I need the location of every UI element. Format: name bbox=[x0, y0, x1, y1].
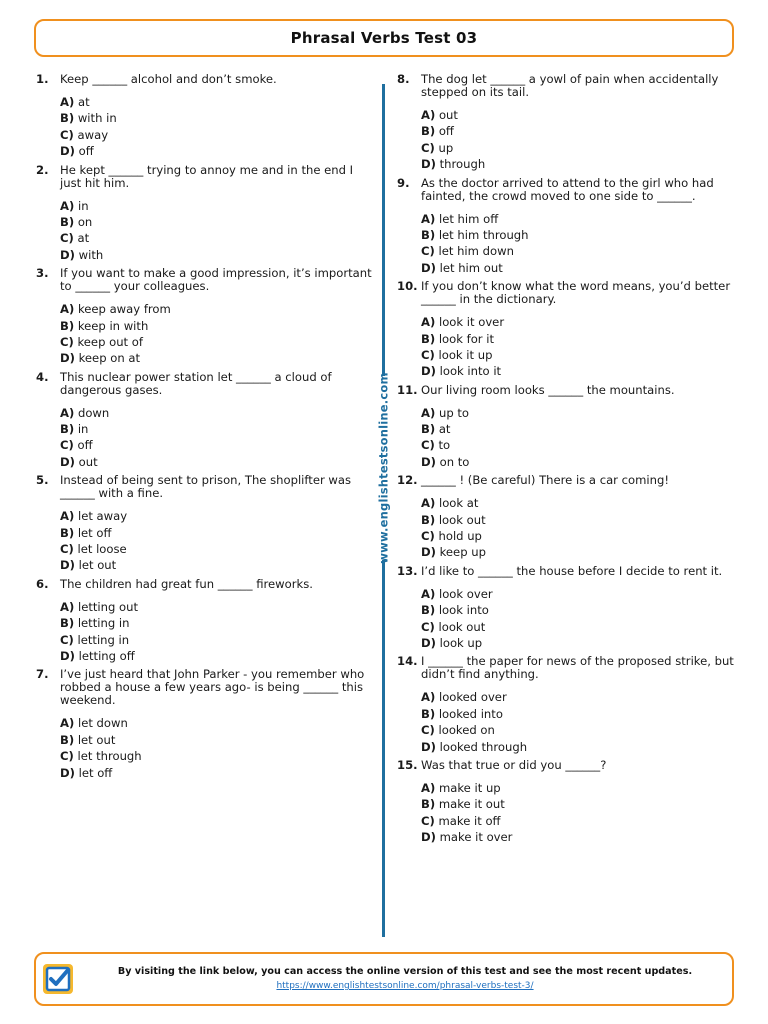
question-number: 5. bbox=[36, 473, 49, 488]
option-letter: D) bbox=[60, 454, 75, 469]
answer-option[interactable] bbox=[60, 732, 376, 748]
option-letter: B) bbox=[421, 331, 436, 346]
question-1 bbox=[36, 73, 376, 160]
option-letter: D) bbox=[421, 635, 436, 650]
answer-option[interactable] bbox=[421, 260, 742, 276]
option-letter: C) bbox=[421, 438, 435, 453]
option-letter: A) bbox=[60, 95, 75, 109]
option-text: out bbox=[438, 108, 458, 122]
option-letter: A) bbox=[60, 302, 75, 317]
answer-option[interactable] bbox=[421, 602, 742, 618]
answer-option[interactable] bbox=[421, 689, 742, 705]
option-text: letting in bbox=[77, 632, 130, 647]
option-text: keep on at bbox=[78, 351, 141, 366]
option-letter: D) bbox=[60, 247, 75, 262]
answer-options bbox=[421, 780, 742, 846]
question-4 bbox=[36, 371, 376, 471]
option-text: looked over bbox=[438, 690, 507, 705]
option-text: let him down bbox=[438, 244, 514, 259]
question-header bbox=[397, 384, 742, 397]
question-header bbox=[36, 371, 376, 397]
question-header bbox=[397, 759, 742, 772]
option-text: to bbox=[438, 438, 451, 453]
question-header bbox=[36, 73, 376, 86]
option-text: keep away from bbox=[77, 302, 171, 317]
question-number: 13. bbox=[397, 563, 418, 578]
answer-option[interactable] bbox=[421, 619, 742, 635]
question-number: 7. bbox=[36, 667, 49, 682]
option-text: let off bbox=[77, 525, 112, 540]
option-text: up bbox=[438, 140, 454, 155]
option-text: keep out of bbox=[77, 334, 143, 349]
answer-option[interactable] bbox=[421, 796, 742, 812]
answer-option[interactable] bbox=[421, 363, 742, 379]
question-number: 3. bbox=[36, 266, 49, 281]
answer-option[interactable] bbox=[60, 508, 376, 524]
title-box bbox=[34, 19, 734, 57]
question-number: 11. bbox=[397, 382, 418, 397]
option-letter: B) bbox=[421, 512, 436, 527]
option-text: letting off bbox=[78, 648, 135, 663]
question-header bbox=[397, 73, 742, 99]
footer-box bbox=[34, 952, 734, 1006]
option-text: hold up bbox=[438, 529, 482, 544]
answer-options bbox=[60, 508, 376, 574]
question-6 bbox=[36, 578, 376, 665]
option-text: at bbox=[77, 231, 90, 246]
question-2 bbox=[36, 164, 376, 264]
option-letter: B) bbox=[421, 227, 436, 242]
checkbox-icon bbox=[42, 963, 74, 995]
answer-option[interactable] bbox=[60, 765, 376, 781]
option-letter: C) bbox=[421, 723, 435, 738]
option-text: look for it bbox=[438, 331, 495, 346]
answer-option[interactable] bbox=[60, 454, 376, 470]
answer-option[interactable] bbox=[60, 648, 376, 664]
question-text: ______ ! (Be careful) There is a car coming! bbox=[421, 473, 669, 488]
question-text: As the doctor arrived to attend to the girl who had fainted, the crowd moved to one side to ______. bbox=[421, 175, 714, 203]
option-text: look over bbox=[438, 586, 493, 601]
option-letter: B) bbox=[60, 214, 75, 229]
answer-option[interactable] bbox=[421, 140, 742, 156]
question-header bbox=[397, 565, 742, 578]
answer-option[interactable] bbox=[60, 350, 376, 366]
option-text: in bbox=[77, 198, 89, 213]
option-letter: A) bbox=[60, 509, 75, 524]
answer-options bbox=[60, 94, 376, 160]
answer-options bbox=[60, 198, 376, 264]
question-number: 4. bbox=[36, 369, 49, 384]
option-letter: D) bbox=[421, 830, 436, 845]
option-letter: A) bbox=[60, 599, 75, 614]
option-letter: A) bbox=[421, 496, 436, 511]
option-text: through bbox=[439, 157, 486, 172]
online-test-link[interactable]: https://www.englishtestsonline.com/phrasal-verbs-test-3/ bbox=[276, 981, 534, 991]
answer-options bbox=[421, 495, 742, 561]
answer-options bbox=[421, 405, 742, 471]
question-text: If you don’t know what the word means, you’d better ______ in the dictionary. bbox=[421, 279, 731, 307]
answer-options bbox=[421, 586, 742, 652]
option-letter: A) bbox=[421, 780, 436, 795]
question-header bbox=[36, 267, 376, 293]
option-letter: C) bbox=[60, 632, 74, 647]
answer-options bbox=[421, 314, 742, 380]
answer-option[interactable] bbox=[421, 314, 742, 330]
question-9 bbox=[397, 177, 742, 277]
option-letter: B) bbox=[60, 111, 75, 126]
question-text: If you want to make a good impression, it’s important to ______ your colleagues. bbox=[60, 266, 372, 294]
answer-option[interactable] bbox=[60, 127, 376, 143]
question-10 bbox=[397, 280, 742, 380]
option-text: let away bbox=[77, 509, 128, 524]
option-text: off bbox=[77, 438, 93, 453]
answer-option[interactable] bbox=[60, 143, 376, 159]
question-number: 6. bbox=[36, 576, 49, 591]
option-text: let him through bbox=[438, 227, 529, 242]
option-letter: C) bbox=[421, 347, 435, 362]
answer-option[interactable] bbox=[421, 454, 742, 470]
answer-option[interactable] bbox=[421, 512, 742, 528]
answer-option[interactable] bbox=[421, 780, 742, 796]
option-letter: D) bbox=[421, 454, 436, 469]
option-text: look at bbox=[438, 496, 479, 511]
option-letter: B) bbox=[60, 422, 75, 437]
answer-options bbox=[60, 715, 376, 781]
answer-option[interactable] bbox=[60, 230, 376, 246]
option-text: off bbox=[438, 124, 454, 139]
footer-text: By visiting the link below, you can access the online version of this test and see the most recent updates. bbox=[117, 966, 693, 977]
question-text: He kept ______ trying to annoy me and in the end I just hit him. bbox=[60, 162, 354, 190]
question-number: 8. bbox=[397, 72, 410, 86]
option-letter: D) bbox=[60, 144, 75, 159]
answer-option[interactable] bbox=[60, 318, 376, 334]
answer-option[interactable] bbox=[60, 301, 376, 317]
question-number: 1. bbox=[36, 72, 49, 86]
question-header bbox=[36, 578, 376, 591]
answer-option[interactable] bbox=[421, 107, 742, 123]
answer-option[interactable] bbox=[421, 421, 742, 437]
answer-option[interactable] bbox=[60, 599, 376, 615]
option-letter: C) bbox=[60, 334, 74, 349]
questions-right-column bbox=[397, 73, 742, 846]
answer-option[interactable] bbox=[421, 211, 742, 227]
option-letter: D) bbox=[421, 364, 436, 379]
answer-option[interactable] bbox=[60, 334, 376, 350]
option-text: in bbox=[77, 422, 89, 437]
answer-option[interactable] bbox=[60, 541, 376, 557]
answer-option[interactable] bbox=[421, 528, 742, 544]
answer-option[interactable] bbox=[421, 437, 742, 453]
option-letter: B) bbox=[421, 603, 436, 618]
option-letter: C) bbox=[60, 749, 74, 764]
option-text: let through bbox=[77, 749, 142, 764]
question-header bbox=[397, 474, 742, 487]
question-11 bbox=[397, 384, 742, 471]
answer-option[interactable] bbox=[60, 715, 376, 731]
answer-option[interactable] bbox=[60, 557, 376, 573]
website-text: www.englishtestsonline.com bbox=[376, 372, 391, 564]
answer-option[interactable] bbox=[60, 615, 376, 631]
answer-options bbox=[60, 301, 376, 367]
option-text: with bbox=[78, 247, 104, 262]
option-text: down bbox=[77, 405, 110, 420]
question-number: 14. bbox=[397, 654, 418, 669]
option-text: look into it bbox=[439, 364, 502, 379]
option-text: let out bbox=[78, 558, 117, 573]
question-text: I ______ the paper for news of the proposed strike, but didn’t find anything. bbox=[421, 654, 734, 682]
option-text: off bbox=[78, 144, 94, 159]
question-text: The dog let ______ a yowl of pain when accidentally stepped on its tail. bbox=[421, 72, 719, 99]
option-text: let off bbox=[78, 765, 113, 780]
answer-option[interactable] bbox=[421, 813, 742, 829]
option-text: looked into bbox=[438, 706, 503, 721]
answer-option[interactable] bbox=[60, 632, 376, 648]
answer-option[interactable] bbox=[421, 586, 742, 602]
option-text: look up bbox=[439, 635, 483, 650]
question-text: Was that true or did you ______? bbox=[421, 757, 607, 772]
option-text: make it off bbox=[438, 813, 501, 828]
option-letter: A) bbox=[421, 315, 436, 330]
option-text: looked through bbox=[439, 739, 528, 754]
option-letter: B) bbox=[60, 732, 75, 747]
question-number: 12. bbox=[397, 473, 418, 488]
questions-left-column bbox=[36, 73, 376, 781]
answer-option[interactable] bbox=[60, 525, 376, 541]
answer-options bbox=[421, 107, 742, 173]
option-letter: B) bbox=[60, 525, 75, 540]
option-letter: B) bbox=[421, 797, 436, 812]
question-header bbox=[397, 177, 742, 203]
option-letter: D) bbox=[421, 260, 436, 275]
answer-option[interactable] bbox=[421, 739, 742, 755]
question-8 bbox=[397, 73, 742, 173]
vertical-website-label bbox=[371, 372, 396, 564]
question-5 bbox=[36, 474, 376, 574]
option-text: make it up bbox=[438, 780, 501, 795]
question-text: Keep ______ alcohol and don’t smoke. bbox=[60, 72, 277, 86]
question-header bbox=[36, 164, 376, 190]
option-text: letting in bbox=[77, 616, 130, 631]
option-letter: C) bbox=[421, 244, 435, 259]
option-text: out bbox=[78, 454, 98, 469]
option-text: look it up bbox=[438, 347, 493, 362]
option-text: looked on bbox=[438, 723, 495, 738]
option-text: look into bbox=[438, 603, 489, 618]
option-text: on bbox=[77, 214, 93, 229]
option-text: make it over bbox=[439, 830, 513, 845]
question-header bbox=[36, 474, 376, 500]
answer-option[interactable] bbox=[421, 243, 742, 259]
option-letter: C) bbox=[60, 438, 74, 453]
option-text: at bbox=[438, 422, 451, 437]
option-text: letting out bbox=[77, 599, 139, 614]
answer-option[interactable] bbox=[60, 421, 376, 437]
answer-option[interactable] bbox=[421, 495, 742, 511]
page-title: Phrasal Verbs Test 03 bbox=[290, 29, 478, 47]
option-text: let him off bbox=[438, 211, 499, 226]
option-letter: D) bbox=[421, 739, 436, 754]
option-letter: D) bbox=[421, 157, 436, 172]
question-text: The children had great fun ______ fireworks. bbox=[60, 576, 313, 591]
option-text: look out bbox=[438, 619, 486, 634]
option-letter: C) bbox=[60, 231, 74, 246]
option-letter: B) bbox=[421, 422, 436, 437]
option-text: look out bbox=[438, 512, 486, 527]
question-header bbox=[36, 668, 376, 707]
option-text: let down bbox=[77, 716, 128, 731]
answer-option[interactable] bbox=[60, 748, 376, 764]
question-number: 2. bbox=[36, 162, 49, 177]
option-letter: C) bbox=[421, 529, 435, 544]
question-number: 15. bbox=[397, 757, 418, 772]
answer-option[interactable] bbox=[421, 829, 742, 845]
option-text: let out bbox=[77, 732, 116, 747]
answer-options bbox=[60, 599, 376, 665]
answer-option[interactable] bbox=[60, 110, 376, 126]
question-header bbox=[397, 655, 742, 681]
option-letter: B) bbox=[60, 616, 75, 631]
option-text: keep up bbox=[439, 545, 486, 560]
question-text: Our living room looks ______ the mountains. bbox=[421, 382, 675, 397]
option-letter: D) bbox=[60, 351, 75, 366]
question-14 bbox=[397, 655, 742, 755]
answer-option[interactable] bbox=[60, 437, 376, 453]
answer-option[interactable] bbox=[421, 706, 742, 722]
option-text: look it over bbox=[438, 315, 505, 330]
option-letter: A) bbox=[421, 405, 436, 420]
option-letter: C) bbox=[421, 619, 435, 634]
option-letter: A) bbox=[421, 211, 436, 226]
option-text: keep in with bbox=[77, 318, 149, 333]
option-letter: C) bbox=[60, 542, 74, 557]
option-letter: D) bbox=[60, 648, 75, 663]
option-letter: D) bbox=[60, 558, 75, 573]
option-text: on to bbox=[439, 454, 470, 469]
answer-option[interactable] bbox=[60, 247, 376, 263]
question-7 bbox=[36, 668, 376, 781]
answer-option[interactable] bbox=[421, 722, 742, 738]
question-12 bbox=[397, 474, 742, 561]
option-text: let loose bbox=[77, 542, 127, 557]
option-letter: C) bbox=[421, 813, 435, 828]
question-3 bbox=[36, 267, 376, 367]
option-letter: A) bbox=[60, 716, 75, 731]
answer-option[interactable] bbox=[421, 405, 742, 421]
question-header bbox=[397, 280, 742, 306]
option-letter: B) bbox=[421, 706, 436, 721]
answer-option[interactable] bbox=[60, 214, 376, 230]
option-text: make it out bbox=[438, 797, 505, 812]
answer-option[interactable] bbox=[60, 198, 376, 214]
question-text: I’d like to ______ the house before I decide to rent it. bbox=[421, 563, 723, 578]
question-15 bbox=[397, 759, 742, 846]
answer-options bbox=[60, 405, 376, 471]
option-text: let him out bbox=[439, 260, 503, 275]
answer-option[interactable] bbox=[421, 123, 742, 139]
option-text: up to bbox=[438, 405, 470, 420]
option-text: at bbox=[77, 95, 90, 109]
option-letter: D) bbox=[60, 765, 75, 780]
option-letter: A) bbox=[60, 405, 75, 420]
option-letter: A) bbox=[60, 198, 75, 213]
question-text: This nuclear power station let ______ a cloud of dangerous gases. bbox=[60, 369, 332, 397]
option-letter: C) bbox=[421, 140, 435, 155]
option-letter: D) bbox=[421, 545, 436, 560]
option-text: away bbox=[77, 127, 109, 142]
answer-options bbox=[421, 689, 742, 755]
answer-option[interactable] bbox=[421, 544, 742, 560]
option-letter: A) bbox=[421, 108, 436, 122]
option-letter: A) bbox=[421, 586, 436, 601]
answer-option[interactable] bbox=[421, 156, 742, 172]
answer-option[interactable] bbox=[421, 227, 742, 243]
option-letter: B) bbox=[421, 124, 436, 139]
answer-option[interactable] bbox=[60, 405, 376, 421]
question-13 bbox=[397, 565, 742, 652]
answer-option[interactable] bbox=[421, 347, 742, 363]
answer-option[interactable] bbox=[421, 635, 742, 651]
question-text: I’ve just heard that John Parker - you remember who robbed a house a few years ago- is being ______ this weekend. bbox=[60, 667, 365, 708]
question-number: 10. bbox=[397, 279, 418, 294]
answer-option[interactable] bbox=[421, 331, 742, 347]
option-text: with in bbox=[77, 111, 117, 126]
option-letter: B) bbox=[60, 318, 75, 333]
question-text: Instead of being sent to prison, The shoplifter was ______ with a fine. bbox=[60, 473, 352, 501]
question-number: 9. bbox=[397, 175, 410, 190]
option-letter: A) bbox=[421, 690, 436, 705]
answer-option[interactable] bbox=[60, 94, 376, 110]
option-letter: C) bbox=[60, 127, 74, 142]
answer-options bbox=[421, 211, 742, 277]
